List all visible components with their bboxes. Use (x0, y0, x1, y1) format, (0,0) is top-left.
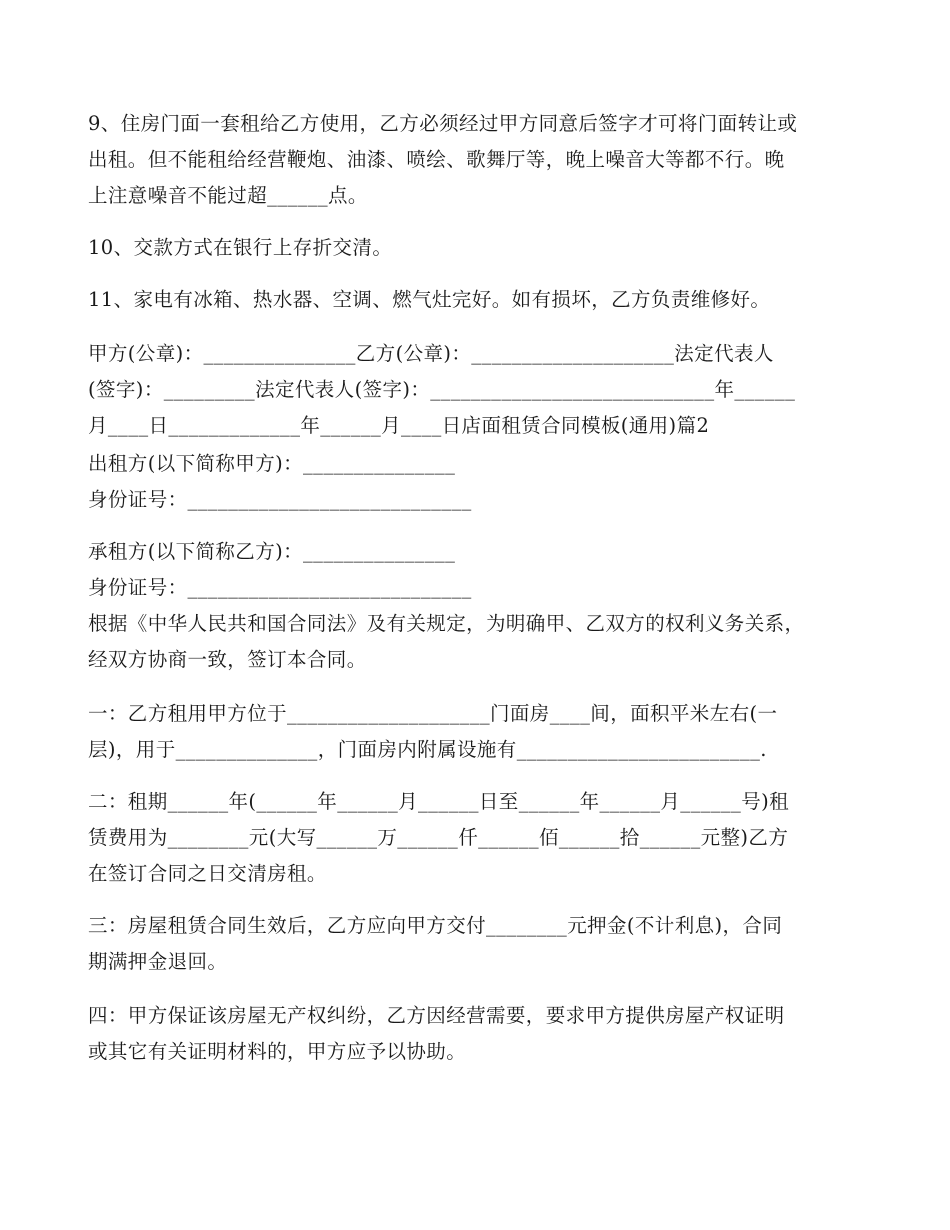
clause-11: 11、家电有冰箱、热水器、空调、燃气灶完好。如有损坏，乙方负责维修好。 (88, 288, 771, 311)
lessor-id-line: 身份证号：____________________________ (88, 488, 472, 511)
article-4-line-2: 或其它有关证明材料的，甲方应予以协助。 (88, 1040, 467, 1063)
clause-10: 10、交款方式在银行上存折交清。 (88, 236, 393, 259)
article-4-line-1: 四：甲方保证该房屋无产权纠纷，乙方因经营需要，要求甲方提供房屋产权证明 (88, 1004, 785, 1027)
clause-9-line-3: 上注意噪音不能过超______点。 (88, 184, 368, 207)
preamble-line-2: 经双方协商一致，签订本合同。 (88, 648, 367, 671)
article-2-line-2: 赁费用为________元(大写______万______仟______佰______拾______元整)乙方 (88, 826, 789, 849)
article-1-line-2: 层)，用于______________，门面房内附属设施有________________________. (88, 738, 767, 761)
article-2-line-1: 二：租期______年(______年______月______日至______年______月______号)租 (88, 790, 790, 813)
signature-line-2: (签字)：_________法定代表人(签字)：____________________________年______ (88, 378, 796, 401)
preamble-line-1: 根据《中华人民共和国合同法》及有关规定，为明确甲、乙双方的权利义务关系， (88, 612, 805, 635)
article-1-line-1: 一：乙方租用甲方位于____________________门面房____间，面积平米左右(一 (88, 702, 778, 725)
signature-line-1: 甲方(公章)：_______________乙方(公章)：____________________法定代表人 (88, 342, 774, 365)
lessor-line: 出租方(以下简称甲方)：_______________ (88, 452, 456, 475)
article-3-line-1: 三：房屋租赁合同生效后，乙方应向甲方交付________元押金(不计利息)，合同 (88, 914, 783, 937)
article-3-line-2: 期满押金退回。 (88, 950, 228, 973)
lessee-id-line: 身份证号：____________________________ (88, 576, 472, 599)
article-2-line-3: 在签订合同之日交清房租。 (88, 862, 327, 885)
clause-9-line-2: 出租。但不能租给经营鞭炮、油漆、喷绘、歌舞厅等，晚上噪音大等都不行。晚 (88, 148, 785, 171)
clause-9-line-1: 9、住房门面一套租给乙方使用，乙方必须经过甲方同意后签字才可将门面转让或 (88, 112, 798, 135)
lessee-line: 承租方(以下简称乙方)：_______________ (88, 540, 456, 563)
signature-line-3-and-title: 月____日_____________年______月____日店面租赁合同模板(通用)篇2 (88, 414, 710, 437)
